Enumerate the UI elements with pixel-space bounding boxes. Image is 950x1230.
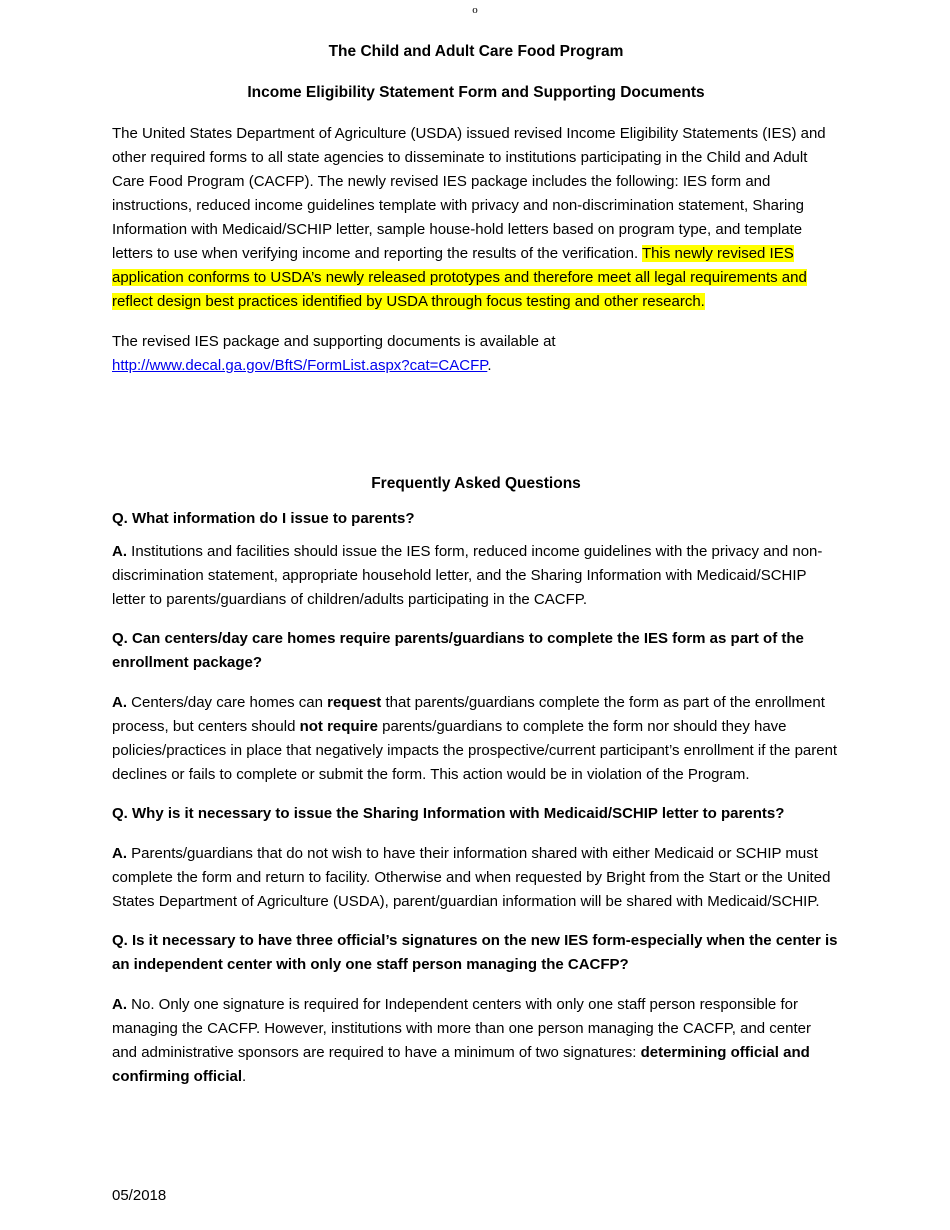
faq-question-4: Q. Is it necessary to have three official’s signatures on the new IES form-especially when the center is an independent center with only one staff person managing the CACFP? <box>112 932 838 973</box>
faq-question-1: Q. What information do I issue to parents? <box>112 510 415 527</box>
answer-label: A. <box>112 996 127 1013</box>
footer-date: 05/2018 <box>112 1187 167 1204</box>
intro-paragraph <box>112 122 840 314</box>
faq-answer-3 <box>112 842 840 914</box>
document-body <box>112 40 840 1104</box>
page-subtitle: Income Eligibility Statement Form and Supporting Documents <box>247 84 705 101</box>
link-suffix: . <box>487 357 492 374</box>
page-title: The Child and Adult Care Food Program <box>328 43 624 60</box>
faq-answer-4 <box>112 993 840 1089</box>
availability-paragraph <box>112 330 840 378</box>
answer-bold-officials: determining official and confirming official <box>112 1044 810 1085</box>
answer-text: Parents/guardians that do not wish to have their information shared with either Medicaid or SCHIP must complete the form and return to facility. Otherwise and when requested by Bright from the Start or the United States Department of Agriculture (USDA), parent/guardian information will be shared with Medicaid/SCHIP. <box>112 845 831 910</box>
faq-answer-1 <box>112 540 840 612</box>
answer-label: A. <box>112 543 127 560</box>
answer-end: . <box>242 1068 247 1085</box>
faq-heading: Frequently Asked Questions <box>371 475 581 492</box>
answer-label: A. <box>112 694 127 711</box>
faq-question-3: Q. Why is it necessary to issue the Sharing Information with Medicaid/SCHIP letter to parents? <box>112 805 785 822</box>
answer-text: Institutions and facilities should issue the IES form, reduced income guidelines with the privacy and non-discrimination statement, appropriate household letter, and the Sharing Information with Medicaid/SCHIP letter to parents/guardians of children/adults participating in the CACFP. <box>112 543 823 608</box>
answer-text: No. Only one signature is required for Independent centers with only one staff person responsible for managing the CACFP. However, institutions with more than one person managing the CACFP, and center and administrative sponsors are required to have a minimum of two signatures: <box>112 996 812 1061</box>
intro-text: The United States Department of Agriculture (USDA) issued revised Income Eligibility Statements (IES) and other required forms to all state agencies to disseminate to institutions participating in the Child and Adult Care Food Program (CACFP). The newly revised IES package includes the following: IES form and instructions, reduced income guidelines template with privacy and non-discrimination statement, Sharing Information with Medicaid/SCHIP letter, sample house-hold letters based on program type, and template letters to use when verifying income and reporting the results of the verification. <box>112 125 826 262</box>
forms-link[interactable]: http://www.decal.ga.gov/BftS/FormList.aspx?cat=CACFP <box>112 357 488 374</box>
answer-text: that parents/guardians complete the form as part of the enrollment process, but centers should <box>112 694 825 735</box>
faq-question-2: Q. Can centers/day care homes require parents/guardians to complete the IES form as part of the enrollment package? <box>112 630 804 671</box>
answer-text: Centers/day care homes can <box>127 694 328 711</box>
faq-answer-2 <box>112 691 840 787</box>
availability-text: The revised IES package and supporting documents is available at <box>112 333 556 350</box>
answer-bold-not-require: not require <box>299 718 378 735</box>
answer-bold-request: request <box>327 694 382 711</box>
top-mark: o <box>472 4 478 16</box>
highlighted-text: This newly revised IES application conforms to USDA’s newly released prototypes and therefore meet all legal requirements and reflect design best practices identified by USDA through focus testing and other research. <box>112 245 807 310</box>
answer-label: A. <box>112 845 127 862</box>
answer-text: parents/guardians to complete the form nor should they have policies/practices in place that negatively impacts the prospective/current participant’s enrollment if the parent declines or fails to complete or submit the form. This action would be in violation of the Program. <box>112 718 838 783</box>
